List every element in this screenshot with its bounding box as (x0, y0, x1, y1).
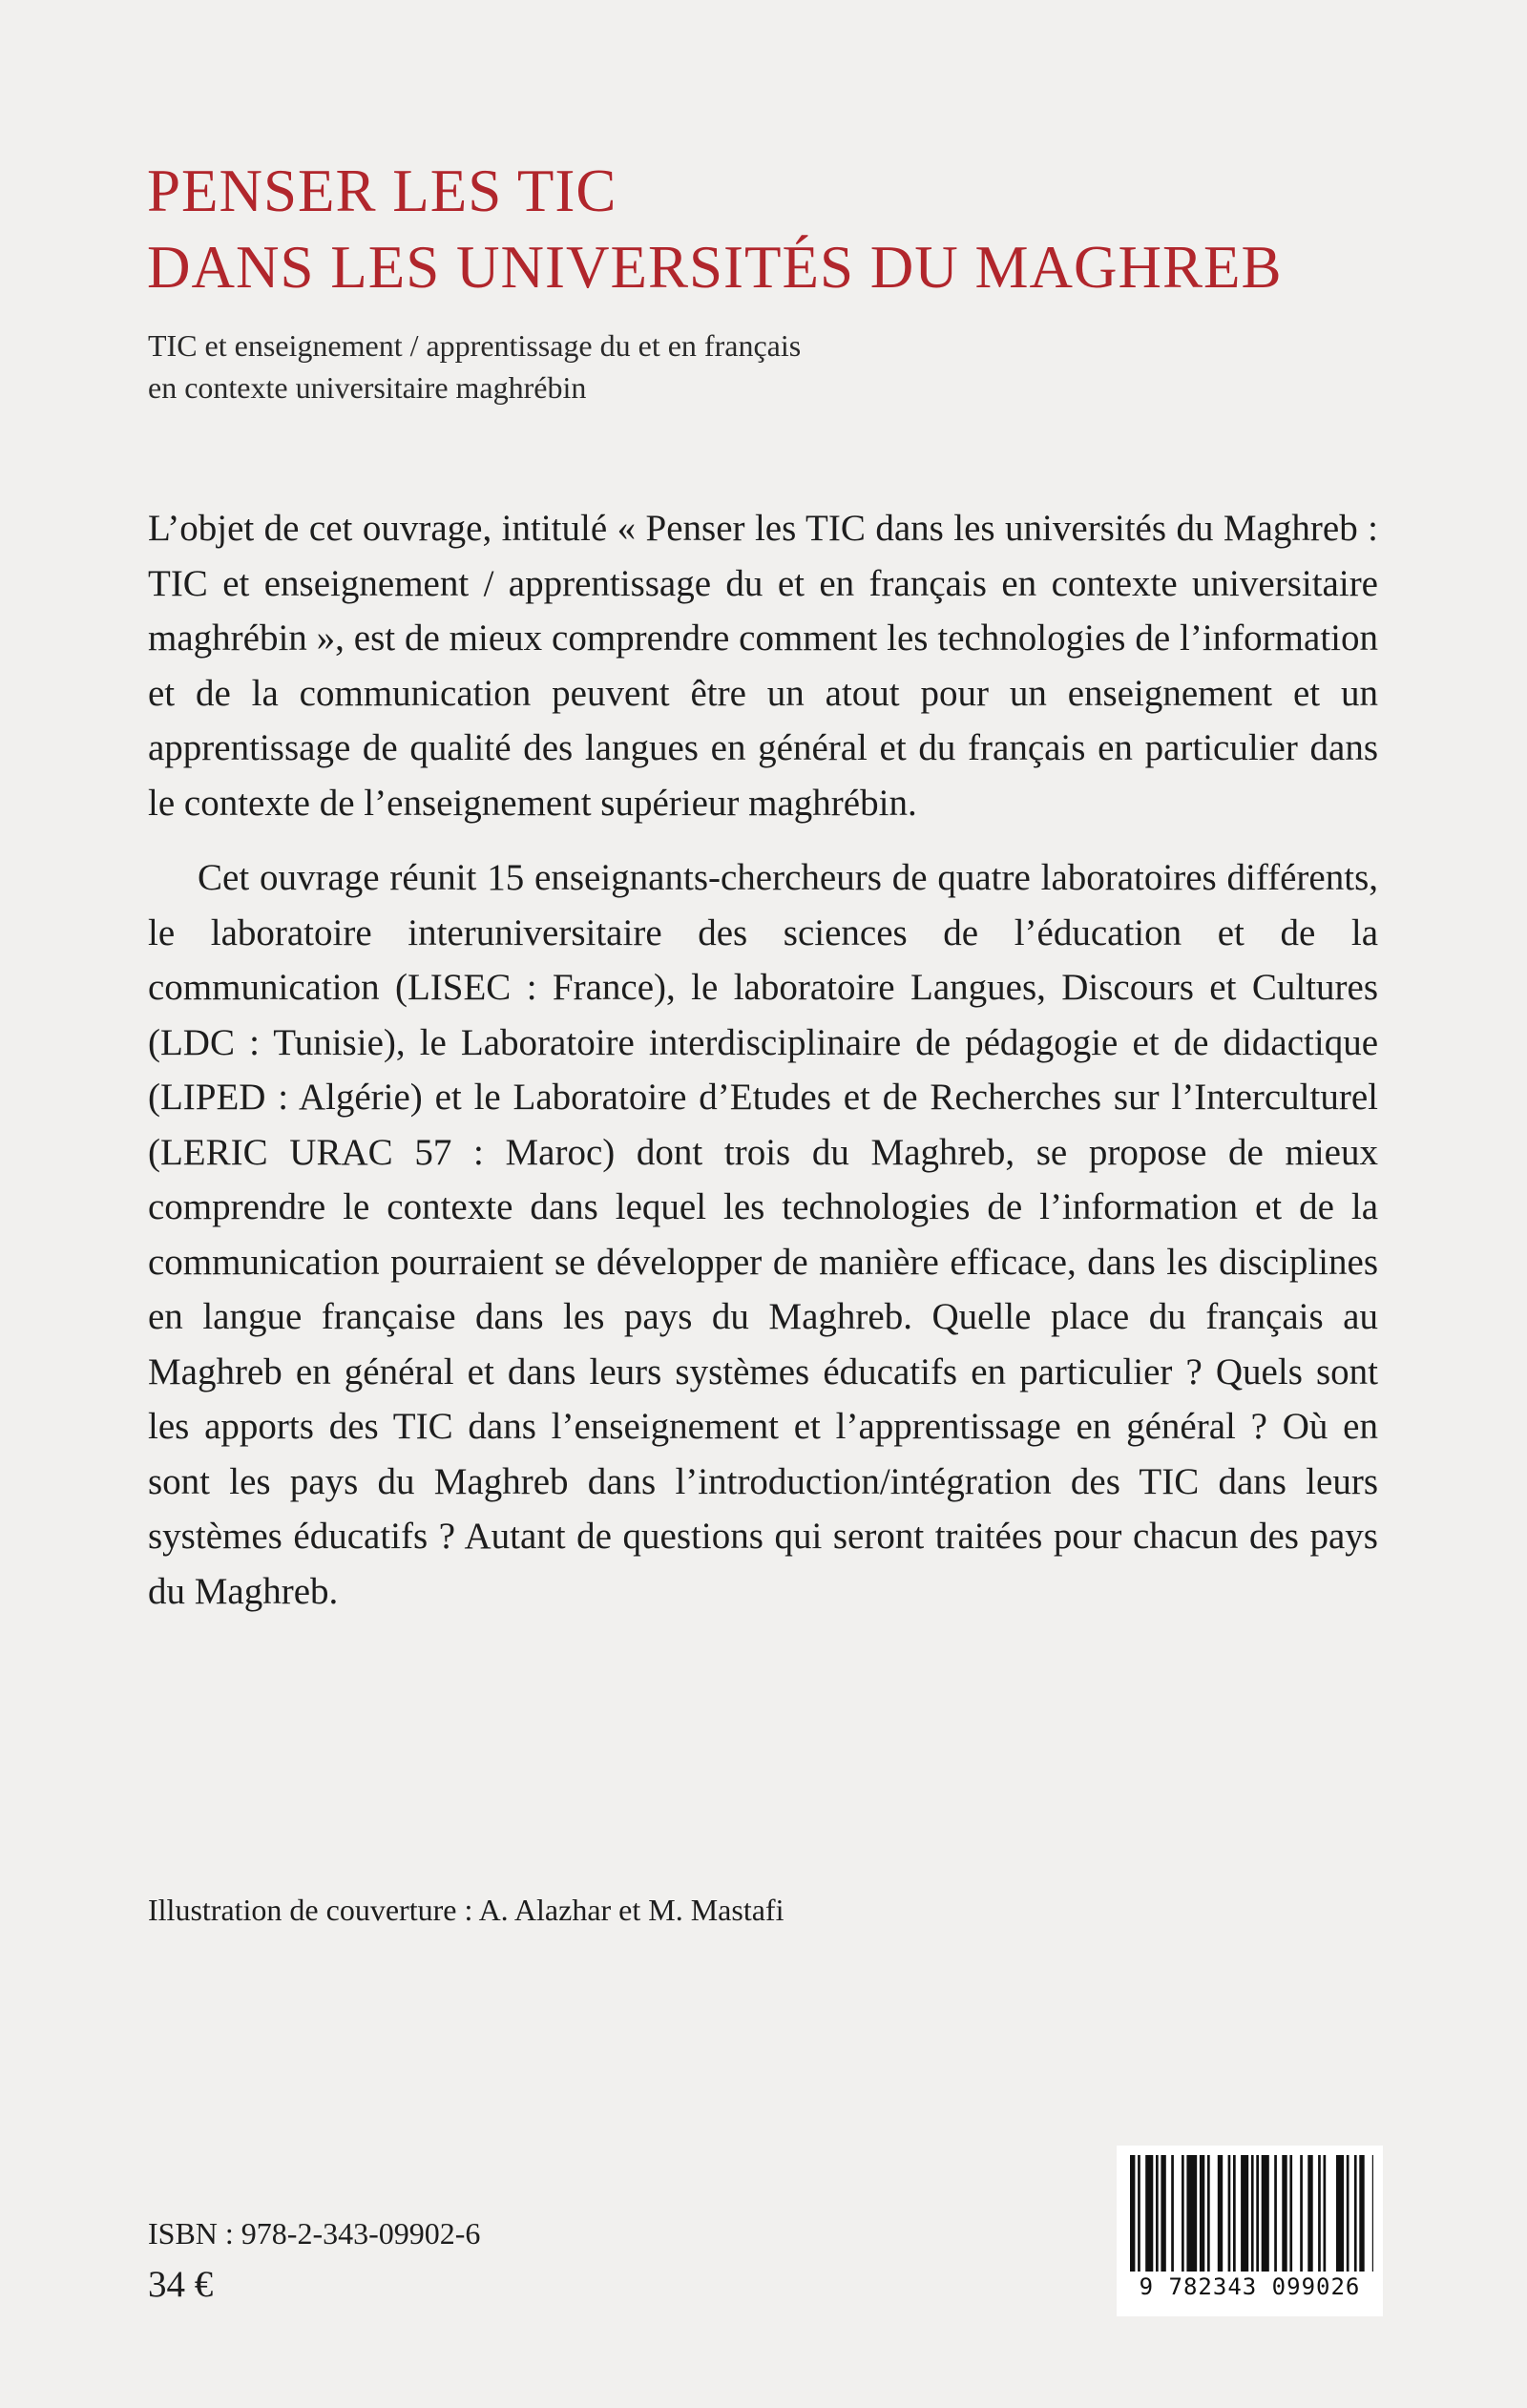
barcode-bar (1207, 2155, 1210, 2272)
barcode-bar (1233, 2155, 1236, 2272)
barcode-bar (1200, 2155, 1204, 2272)
barcode-bar (1359, 2155, 1364, 2272)
barcode-bar (1262, 2155, 1269, 2272)
barcode-bar (1241, 2155, 1248, 2272)
book-subtitle (148, 325, 1389, 408)
barcode (1117, 2146, 1383, 2316)
barcode-bar (1161, 2155, 1165, 2272)
isbn: ISBN : 978-2-343-09902-6 (148, 2216, 481, 2251)
barcode-bar (1347, 2155, 1349, 2272)
blurb (148, 501, 1378, 1619)
barcode-bar (1274, 2155, 1277, 2272)
barcode-bars (1126, 2155, 1373, 2272)
barcode-bar (1354, 2155, 1357, 2272)
blurb-paragraph-1: L’objet de cet ouvrage, intitulé « Penser les TIC dans les universités du Maghreb : TIC et enseignement / apprentissage du et en français en contexte universitaire maghrébin », est de mieux comprendre comment les technologies de l’information et de la communication peuvent être un atout pour un enseignement et un apprentissage de qualité des langues en général et du français en particulier dans le contexte de l’enseignement supérieur maghrébin. (148, 508, 1378, 824)
barcode-bar (1289, 2155, 1292, 2272)
barcode-bar (1256, 2155, 1259, 2272)
book-subtitle-line-2: en contexte universitaire maghrébin (148, 370, 587, 405)
barcode-digits: 9 782343 099026 (1139, 2273, 1361, 2300)
blurb-paragraph-2: Cet ouvrage réunit 15 enseignants-chercheurs de quatre laboratoires différents, le laboratoire interuniversitaire des sciences de l’éducation et de la communication (LISEC : France), le laboratoire Langues, Discours et Cultures (LDC : Tunisie), le Laboratoire interdisciplinaire de pédagogie et de didactique (LIPED : Algérie) et le Laboratoire d’Etudes et de Recherches sur l’Interculturel (LERIC URAC 57 : Maroc) dont trois du Maghreb, se propose de mieux comprendre le contexte dans lequel les technologies de l’information et de la communication pourraient se développer de manière efficace, dans les disciplines en langue française dans les pays du Maghreb. Quelle place du français au Maghreb en général et dans leurs systèmes éducatifs en particulier ? Quels sont les apports des TIC dans l’enseignement et l’apprentissage en général ? Où en sont les pays du Maghreb dans l’introduction/intégration des TIC dans leurs systèmes éducatifs ? Autant de questions qui seront traitées pour chacun des pays du Maghreb. (148, 857, 1378, 1612)
barcode-bar (1300, 2155, 1303, 2272)
barcode-bar (1156, 2155, 1159, 2272)
barcode-bar (1336, 2155, 1344, 2272)
barcode-bar (1138, 2155, 1140, 2272)
barcode-bar (1307, 2155, 1312, 2272)
barcode-bar (1324, 2155, 1327, 2272)
book-title-line-2: DANS LES UNIVERSITÉS DU MAGHREB (147, 234, 1283, 301)
book-title-line-1: PENSER LES TIC (147, 157, 617, 224)
barcode-bar (1251, 2155, 1254, 2272)
barcode-bar (1318, 2155, 1321, 2272)
barcode-bar (1130, 2155, 1135, 2272)
barcode-bar (1228, 2155, 1231, 2272)
book-subtitle-line-1: TIC et enseignement / apprentissage du et en français (148, 328, 802, 363)
barcode-bar (1218, 2155, 1223, 2272)
barcode-bar (1186, 2155, 1197, 2272)
barcode-bar (1372, 2155, 1373, 2272)
book-title (147, 153, 1388, 305)
barcode-bar (1171, 2155, 1174, 2272)
illustration-credit: Illustration de couverture : A. Alazhar et M. Mastafi (148, 1893, 784, 1927)
barcode-bar (1282, 2155, 1286, 2272)
barcode-bar (1182, 2155, 1184, 2272)
price: 34 € (148, 2264, 214, 2305)
barcode-bar (1145, 2155, 1153, 2272)
